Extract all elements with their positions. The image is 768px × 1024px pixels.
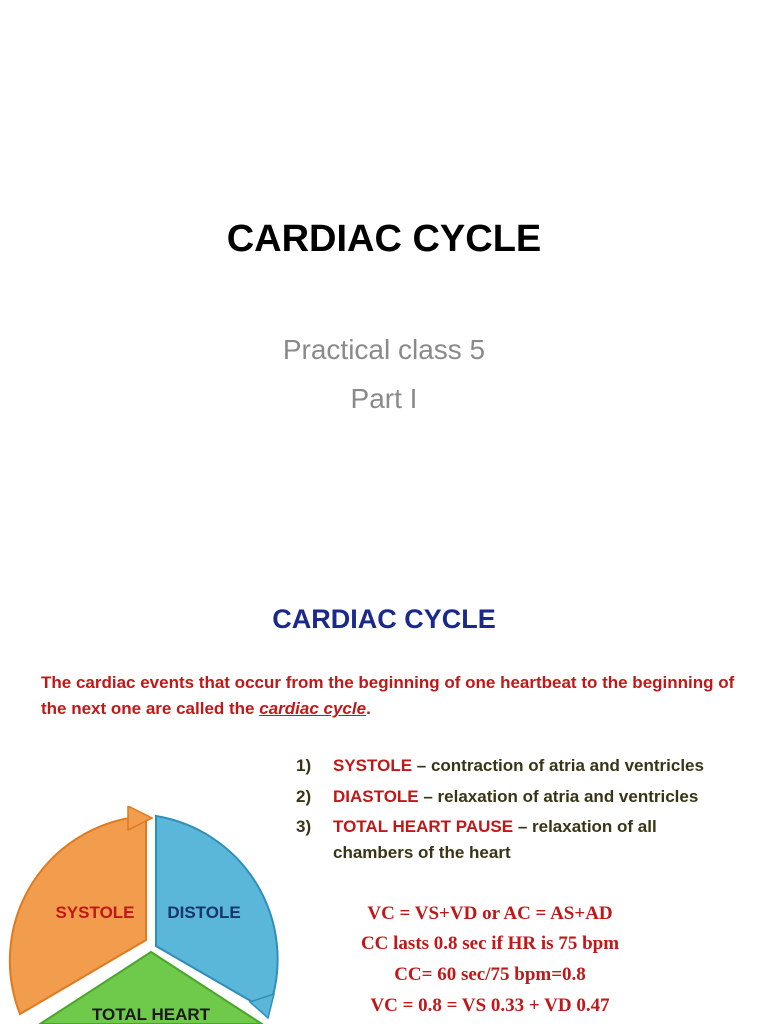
formula-line: VC = VS+VD or AC = AS+AD <box>367 903 613 924</box>
intro-term: cardiac cycle <box>259 699 367 718</box>
slide-subtitle-line1: Practical class 5 <box>282 334 486 365</box>
formula-line: CC= 60 sec/75 bpm=0.8 <box>394 964 586 985</box>
intro-suffix: . <box>366 699 371 718</box>
intro-text: The cardiac events that occur from the beginning of one heartbeat to the beginning of the next one are called the <box>41 673 735 718</box>
list-term: TOTAL HEART PAUSE <box>333 817 514 836</box>
list-desc: – relaxation of atria and ventricles <box>418 787 699 806</box>
distole-label: DISTOLE <box>167 903 241 922</box>
list-item <box>296 814 756 866</box>
list-number: 1) <box>296 756 312 775</box>
total-heart-label: TOTAL HEART <box>91 1005 211 1024</box>
list-continuation: chambers of the heart <box>333 843 511 862</box>
content-slide <box>0 576 768 1024</box>
slide-title: CARDIAC CYCLE <box>226 218 542 260</box>
list-number: 3) <box>296 817 312 836</box>
formula-line: CC lasts 0.8 sec if HR is 75 bpm <box>360 933 620 954</box>
list-desc: – relaxation of all <box>513 817 657 836</box>
list-term: DIASTOLE <box>333 787 419 806</box>
list-number: 2) <box>296 787 312 806</box>
systole-label: SYSTOLE <box>55 903 135 922</box>
list-item <box>296 784 756 810</box>
list-term: SYSTOLE <box>333 756 413 775</box>
content-title: CARDIAC CYCLE <box>272 604 496 634</box>
formula-line: VC = 0.8 = VS 0.33 + VD 0.47 <box>370 995 610 1016</box>
intro-paragraph <box>41 670 741 722</box>
list-desc: – contraction of atria and ventricles <box>412 756 704 775</box>
slide-subtitle-line2: Part I <box>350 383 418 414</box>
cardiac-cycle-diagram <box>0 806 290 1024</box>
list-item <box>296 753 756 779</box>
